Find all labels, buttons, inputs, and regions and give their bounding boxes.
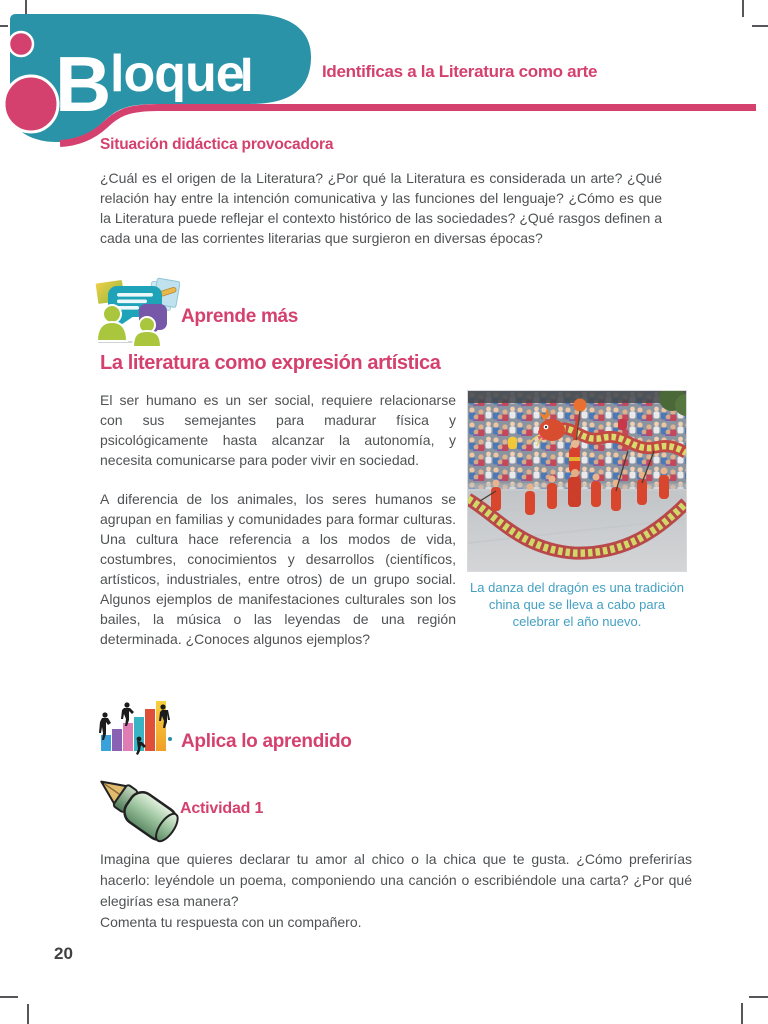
- activity-title: Actividad 1: [180, 800, 264, 817]
- activity-instructions-secondary: Comenta tu respuesta con un compañero.: [100, 914, 362, 930]
- didactic-situation-title: Situación didáctica provocadora: [100, 136, 334, 153]
- body-text-column: [100, 390, 456, 668]
- block-subtitle: Identificas a la Literatura como arte: [322, 62, 598, 81]
- activity-instructions: [100, 849, 692, 933]
- crop-mark: [749, 996, 768, 998]
- figure-caption: La danza del dragón es una tradición china que se lleva a cabo para celebrar el año nuevo.: [470, 580, 684, 629]
- block-title-numeral: I: [240, 49, 254, 102]
- aplica-lo-aprendido-label: Aplica lo aprendido: [181, 731, 352, 752]
- crop-mark: [0, 996, 18, 998]
- crop-mark: [27, 1004, 29, 1024]
- activity-instructions-main: Imagina que quieres declarar tu amor al chico o la chica que te gusta. ¿Cómo preferirías hacerlo: leyéndole un poema, componiendo una canción o escribiéndole una carta? ¿Por qué elegirías esa manera?: [100, 851, 692, 909]
- page-number: 20: [54, 944, 73, 963]
- crop-mark: [741, 1003, 743, 1024]
- banner-large-circle: [4, 76, 58, 132]
- dragon-dance-figure: [467, 390, 687, 630]
- body-paragraph-1: El ser humano es un ser social, requiere relacionarse con sus semejantes para madurar física y psicológicamente hasta alcanzar la autonomía, y necesita comunicarse para poder vivir en sociedad.: [100, 392, 456, 468]
- banner-small-circle: [9, 32, 33, 56]
- didactic-questions-paragraph: ¿Cuál es el origen de la Literatura? ¿Por qué la Literatura es considerada un arte? ¿Qué relación hay entre la intención comunicativa y las funciones del lenguaje? ¿Cómo es que la Literatura puede reflejar el contexto histórico de las sociedades? ¿Qué rasgos definen a cada una de las corrientes literarias que surgieron en diversas épocas?: [100, 170, 662, 246]
- fountain-pen-icon: [85, 772, 193, 848]
- body-paragraph-2: A diferencia de los animales, los seres humanos se agrupan en familias y comunidades para formar culturas. Una cultura hace referencia a los modos de vida, costumbres, conocimientos y desarrollos (científicos, artísticos, industriales, entre otros) de un grupo social. Algunos ejemplos de manifestaciones culturales son los bailes, la música o las leyendas de una región determinada. ¿Conoces algunos ejemplos?: [100, 491, 456, 647]
- block-title-initial: B: [55, 40, 112, 128]
- block-title-rest: loque: [110, 45, 244, 103]
- aprende-mas-label: Aprende más: [181, 306, 299, 327]
- topic-heading: La literatura como expresión artística: [100, 352, 441, 374]
- teamwork-bar-blocks-icon: [97, 695, 173, 761]
- discussion-bubbles-people-icon: [92, 277, 180, 347]
- dragon-dance-photo: [467, 390, 687, 572]
